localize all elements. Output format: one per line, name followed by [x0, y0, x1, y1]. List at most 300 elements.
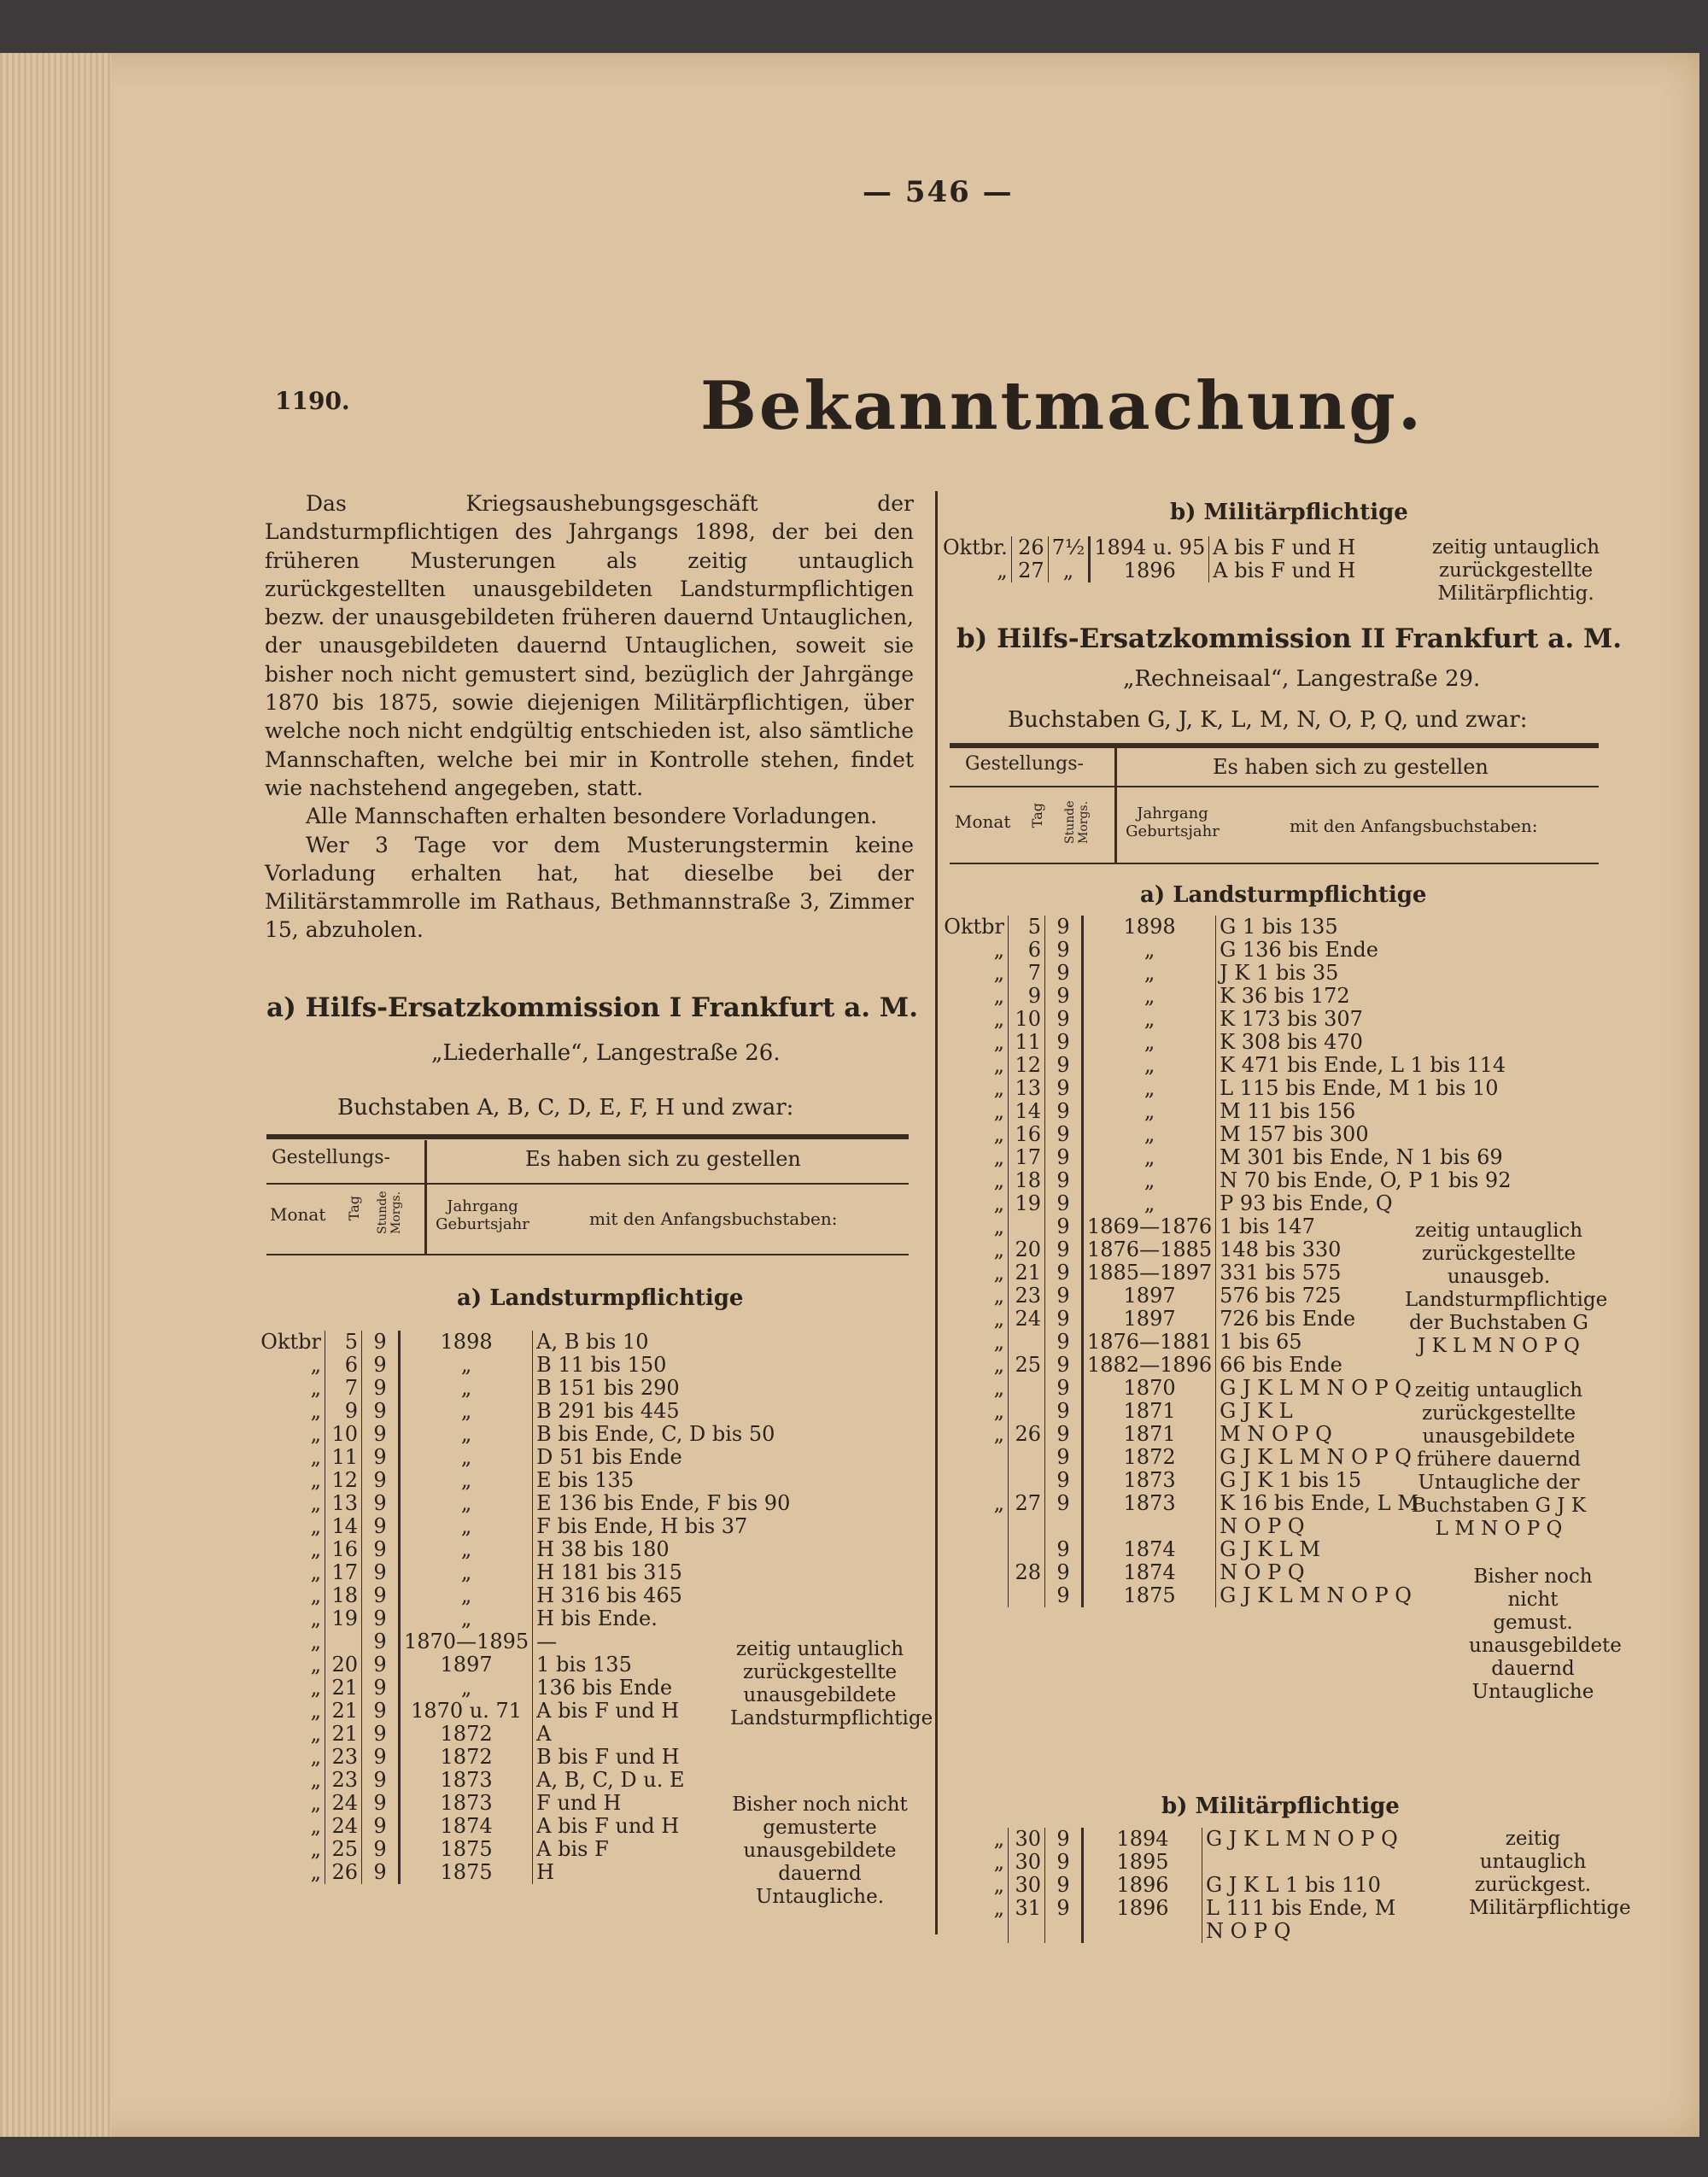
- cell-month: „: [993, 1422, 1004, 1446]
- cell-year: „: [1083, 1123, 1216, 1146]
- cell-hour: 9: [1056, 1376, 1070, 1400]
- cell-day: [325, 1630, 362, 1653]
- cell-month: „: [310, 1376, 321, 1400]
- cell-day: 27: [1009, 1492, 1045, 1515]
- cell-month: „: [310, 1768, 321, 1792]
- cell-hour: „: [1062, 559, 1074, 582]
- cell-month: Oktbr.: [943, 535, 1008, 559]
- cell-day: 21: [325, 1700, 362, 1723]
- cell-day: 24: [1009, 1308, 1045, 1331]
- cell-letters: G J K L M N O P Q: [1216, 1377, 1515, 1400]
- cell-month: [939, 1469, 1009, 1492]
- cell-letters: M 301 bis Ende, N 1 bis 69: [1216, 1146, 1515, 1169]
- cell-day: 11: [1009, 1031, 1045, 1054]
- cell-letters: B 291 bis 445: [533, 1400, 794, 1423]
- left-header-anfang: mit den Anfangsbuchstaben:: [589, 1208, 838, 1229]
- cell-month: „: [993, 1873, 1004, 1897]
- right-note-1: zeitig untauglich zurückgestellte unausgeb. Landsturmpflichtige der Buchstaben G J K L M N O P Q: [1405, 1220, 1608, 1357]
- cell-year: 1870 u. 71: [400, 1700, 533, 1723]
- table-row: [939, 939, 1514, 962]
- intro-paragraph: Das Kriegsaushebungsgeschäft der Landsturmpflichtigen des Jahrgangs 1898, der bei den früheren Musterungen als zeitig untauglich zurückgestellten unausgebildeten Landsturmpflichtigen bezw. der unausgebildeten früheren dauernd Untauglichen, der unausgebildeten dauernd Untauglichen, soweit sie bisher noch nicht gemustert sind, bezüglich der Jahrgänge 1870 bis 1875, sowie diejenigen Militärpflichtigen, über welche noch nicht endgültig entschieden ist, also sämtliche Mannschaften, welche bei mir in Kontrolle stehen, findet wie nachstehend angegeben, statt.: [265, 491, 914, 800]
- cell-year: 1897: [1083, 1285, 1216, 1308]
- table-row: [939, 916, 1514, 939]
- table-row: [256, 1815, 793, 1838]
- cell-year: 1898: [400, 1331, 533, 1354]
- cell-month: [939, 1515, 1009, 1538]
- cell-month: „: [310, 1814, 321, 1838]
- cell-year: „: [400, 1584, 533, 1607]
- right-section-b: b) Militärpflichtige: [1161, 1794, 1400, 1819]
- cell-letters: L 115 bis Ende, M 1 bis 10: [1216, 1077, 1515, 1100]
- cell-month: „: [310, 1353, 321, 1377]
- cell-year: „: [1083, 1100, 1216, 1123]
- right-top-note: zeitig untauglich zurückgestellte Militärpflichtig.: [1431, 536, 1600, 605]
- cell-hour: 9: [1056, 1353, 1070, 1377]
- cell-day: [1009, 1331, 1045, 1354]
- cell-letters: G J K L M N O P Q: [1202, 1828, 1401, 1851]
- cell-day: 5: [325, 1331, 362, 1354]
- cell-year: 1882—1896: [1083, 1354, 1216, 1377]
- table-row: [256, 1492, 793, 1515]
- cell-month: „: [310, 1676, 321, 1700]
- cell-hour: 9: [1056, 1896, 1070, 1920]
- cell-letters: E 136 bis Ende, F bis 90: [533, 1492, 794, 1515]
- cell-letters: G J K L M N O P Q: [1216, 1446, 1515, 1469]
- cell-year: 1898: [1083, 916, 1216, 939]
- cell-day: 24: [325, 1792, 362, 1815]
- cell-year: 1876—1885: [1083, 1238, 1216, 1261]
- cell-hour: 9: [1056, 961, 1070, 985]
- cell-letters: A bis F und H: [533, 1815, 794, 1838]
- cell-year: 1895: [1083, 1851, 1202, 1874]
- cell-year: 1896: [1083, 1874, 1202, 1897]
- table-row: [939, 1100, 1514, 1123]
- cell-hour: 9: [373, 1768, 387, 1792]
- cell-month: „: [310, 1445, 321, 1469]
- right-b-table: [939, 1828, 1401, 1943]
- cell-day: [1009, 1538, 1045, 1561]
- right-section-b-top: b) Militärpflichtige: [1170, 500, 1408, 525]
- cell-year: [1083, 1920, 1202, 1943]
- cell-year: 1871: [1083, 1400, 1216, 1423]
- cell-hour: 9: [1056, 938, 1070, 962]
- cell-letters: G J K L 1 bis 110: [1202, 1874, 1401, 1897]
- cell-month: „: [310, 1606, 321, 1630]
- cell-letters: —: [533, 1630, 794, 1653]
- cell-year: 1875: [400, 1838, 533, 1861]
- right-header-stunde: Stunde Morgs.: [1063, 800, 1091, 844]
- cell-letters: H: [533, 1861, 794, 1884]
- table-row: [939, 1169, 1514, 1192]
- table-row: [256, 1792, 793, 1815]
- cell-hour: 9: [1056, 1827, 1070, 1851]
- cell-day: [1009, 1215, 1045, 1238]
- cell-month: [939, 1561, 1009, 1584]
- cell-letters: N O P Q: [1216, 1561, 1515, 1584]
- cell-letters: K 36 bis 172: [1216, 985, 1515, 1008]
- cell-hour: 9: [1056, 984, 1070, 1008]
- cell-letters: 1 bis 65: [1216, 1331, 1515, 1354]
- left-note-1: zeitig untauglich zurückgestellte unausgebildete Landsturmpflichtige: [730, 1638, 933, 1729]
- cell-day: 16: [325, 1538, 362, 1561]
- cell-hour: 9: [1056, 1307, 1070, 1331]
- cell-month: „: [993, 1827, 1004, 1851]
- cell-month: „: [993, 1330, 1004, 1354]
- cell-letters: A bis F und H: [1209, 536, 1388, 559]
- cell-letters: B 151 bis 290: [533, 1377, 794, 1400]
- cell-letters: G J K L M: [1216, 1538, 1515, 1561]
- cell-hour: 9: [1056, 1122, 1070, 1146]
- cell-month: „: [310, 1537, 321, 1561]
- cell-month: „: [310, 1722, 321, 1746]
- cell-month: „: [993, 1261, 1004, 1285]
- cell-day: 25: [1009, 1354, 1045, 1377]
- cell-month: „: [310, 1491, 321, 1515]
- cell-hour: 9: [373, 1491, 387, 1515]
- cell-year: [1083, 1515, 1216, 1538]
- cell-day: 12: [1009, 1054, 1045, 1077]
- cell-letters: 136 bis Ende: [533, 1677, 794, 1700]
- table-row: [256, 1377, 793, 1400]
- intro-text: [265, 489, 914, 945]
- cell-letters: 331 bis 575: [1216, 1261, 1515, 1285]
- cell-year: „: [1083, 1146, 1216, 1169]
- table-row: [256, 1584, 793, 1607]
- cell-month: „: [993, 1491, 1004, 1515]
- table-row: [939, 1538, 1514, 1561]
- right-header-haben: Es haben sich zu gestellen: [1213, 755, 1489, 779]
- cell-letters: G 136 bis Ende: [1216, 939, 1515, 962]
- table-row: [256, 1838, 793, 1861]
- cell-year: 1870—1895: [400, 1630, 533, 1653]
- cell-year: 1873: [1083, 1469, 1216, 1492]
- cell-hour: 9: [373, 1745, 387, 1769]
- cell-year: 1873: [400, 1792, 533, 1815]
- cell-year: 1875: [1083, 1584, 1216, 1607]
- cell-hour: 9: [1056, 1007, 1070, 1031]
- cell-day: 28: [1009, 1561, 1045, 1584]
- notice-number: 1190.: [275, 387, 350, 415]
- page-number: — 546 —: [863, 175, 1014, 209]
- cell-day: 23: [325, 1769, 362, 1792]
- cell-hour: 9: [373, 1837, 387, 1861]
- cell-month: [939, 1538, 1009, 1561]
- cell-letters: 66 bis Ende: [1216, 1354, 1515, 1377]
- cell-hour: 9: [1056, 1191, 1070, 1215]
- cell-day: 19: [1009, 1192, 1045, 1215]
- cell-hour: 9: [1056, 1330, 1070, 1354]
- cell-day: 12: [325, 1469, 362, 1492]
- cell-hour: [1045, 1920, 1083, 1943]
- table-row: [939, 1920, 1401, 1943]
- cell-year: „: [1083, 1077, 1216, 1100]
- cell-hour: 9: [373, 1445, 387, 1469]
- left-header-bottom-rule: [266, 1254, 909, 1255]
- table-row: [939, 1561, 1514, 1584]
- cell-year: 1885—1897: [1083, 1261, 1216, 1285]
- cell-day: 18: [325, 1584, 362, 1607]
- cell-year: „: [1083, 1008, 1216, 1031]
- cell-month: „: [993, 1238, 1004, 1261]
- cell-day: 21: [325, 1677, 362, 1700]
- cell-hour: 9: [1056, 915, 1070, 939]
- left-heading: a) Hilfs-Ersatzkommission I Frankfurt a. M.: [266, 992, 918, 1023]
- left-header-gestellung: Gestellungs-: [272, 1147, 390, 1168]
- cell-letters: G J K L: [1216, 1400, 1515, 1423]
- cell-month: „: [310, 1837, 321, 1861]
- cell-letters: H 181 bis 315: [533, 1561, 794, 1584]
- cell-month: „: [993, 1284, 1004, 1308]
- table-row: [256, 1630, 793, 1653]
- table-row: [256, 1446, 793, 1469]
- cell-year: 1869—1876: [1083, 1215, 1216, 1238]
- cell-month: „: [993, 1122, 1004, 1146]
- cell-day: 6: [1009, 939, 1045, 962]
- cell-month: „: [993, 984, 1004, 1008]
- table-row: [939, 1077, 1514, 1100]
- cell-day: 30: [1009, 1874, 1045, 1897]
- cell-year: 1897: [400, 1653, 533, 1677]
- cell-letters: [1202, 1851, 1401, 1874]
- right-header-monat: Monat: [955, 811, 1011, 832]
- table-row: [256, 1607, 793, 1630]
- table-row: [256, 1700, 793, 1723]
- cell-day: 21: [325, 1723, 362, 1746]
- right-letters: Buchstaben G, J, K, L, M, N, O, P, Q, und zwar:: [1008, 707, 1528, 733]
- table-row: [939, 962, 1514, 985]
- cell-hour: [1045, 1515, 1083, 1538]
- right-table-top-rule: [950, 743, 1599, 748]
- left-header-jahrgang: Jahrgang Geburtsjahr: [436, 1197, 529, 1233]
- cell-year: „: [400, 1492, 533, 1515]
- cell-year: „: [1083, 1031, 1216, 1054]
- cell-month: „: [993, 1896, 1004, 1920]
- cell-month: „: [310, 1399, 321, 1423]
- cell-letters: L 111 bis Ende, M: [1202, 1897, 1401, 1920]
- cell-year: „: [1083, 1169, 1216, 1192]
- table-row: [256, 1677, 793, 1700]
- cell-letters: A bis F und H: [1209, 559, 1388, 582]
- cell-day: [1009, 1469, 1045, 1492]
- right-b-note: zeitig untauglich zurückgest. Militärpflichtige: [1469, 1828, 1631, 1919]
- cell-year: „: [400, 1400, 533, 1423]
- cell-day: 26: [1011, 536, 1048, 559]
- right-header-midrule: [950, 786, 1599, 787]
- table-row: [256, 1331, 793, 1354]
- cell-year: „: [1083, 1054, 1216, 1077]
- left-table-top-rule: [266, 1134, 909, 1139]
- table-row: [256, 1400, 793, 1423]
- right-top-table: [939, 536, 1387, 582]
- cell-year: 1873: [400, 1769, 533, 1792]
- cell-year: „: [400, 1423, 533, 1446]
- cell-letters: 148 bis 330: [1216, 1238, 1515, 1261]
- cell-month: „: [993, 1145, 1004, 1169]
- cell-hour: 9: [1056, 1238, 1070, 1261]
- cell-day: 5: [1009, 916, 1045, 939]
- cell-hour: 9: [1056, 1261, 1070, 1285]
- cell-year: 1871: [1083, 1423, 1216, 1446]
- page-title: Bekanntmachung.: [700, 367, 1424, 445]
- cell-day: 30: [1009, 1828, 1045, 1851]
- cell-letters: D 51 bis Ende: [533, 1446, 794, 1469]
- table-row: [939, 1851, 1401, 1874]
- cell-year: „: [400, 1354, 533, 1377]
- cell-hour: 9: [373, 1630, 387, 1653]
- cell-month: „: [997, 559, 1008, 582]
- cell-day: 19: [325, 1607, 362, 1630]
- cell-hour: 9: [1056, 1422, 1070, 1446]
- cell-hour: 9: [373, 1860, 387, 1884]
- cell-year: 1872: [1083, 1446, 1216, 1469]
- cell-month: „: [310, 1422, 321, 1446]
- cell-month: „: [310, 1583, 321, 1607]
- cell-day: 17: [325, 1561, 362, 1584]
- right-header-bottom-rule: [950, 863, 1599, 864]
- table-row: [939, 1584, 1514, 1607]
- cell-hour: 9: [1056, 1850, 1070, 1874]
- cell-letters: F bis Ende, H bis 37: [533, 1515, 794, 1538]
- right-heading: b) Hilfs-Ersatzkommission II Frankfurt a. M.: [956, 623, 1623, 654]
- cell-hour: 9: [1056, 1053, 1070, 1077]
- cell-day: 20: [325, 1653, 362, 1677]
- cell-day: 11: [325, 1446, 362, 1469]
- cell-hour: 9: [373, 1560, 387, 1584]
- cell-year: 1894 u. 95: [1090, 536, 1209, 559]
- cell-hour: 9: [1056, 1537, 1070, 1561]
- table-row: [256, 1769, 793, 1792]
- left-header-tag: Tag: [346, 1196, 362, 1221]
- cell-hour: 9: [373, 1514, 387, 1538]
- cell-letters: F und H: [533, 1792, 794, 1815]
- cell-letters: B bis Ende, C, D bis 50: [533, 1423, 794, 1446]
- cell-month: „: [310, 1699, 321, 1723]
- cell-hour: 9: [1056, 1468, 1070, 1492]
- table-row: [939, 1031, 1514, 1054]
- cell-day: 30: [1009, 1851, 1045, 1874]
- cell-letters: A bis F: [533, 1838, 794, 1861]
- cell-day: 26: [1009, 1423, 1045, 1446]
- table-row: [939, 985, 1514, 1008]
- cell-month: „: [310, 1514, 321, 1538]
- right-note-2: zeitig untauglich zurückgestellte unausgebildete frühere dauernd Untaugliche der Buchstaben G J K L M N O P Q: [1411, 1379, 1587, 1540]
- cell-year: 1874: [1083, 1561, 1216, 1584]
- table-row: [256, 1561, 793, 1584]
- cell-hour: 9: [373, 1583, 387, 1607]
- cell-day: 23: [1009, 1285, 1045, 1308]
- cell-day: 10: [1009, 1008, 1045, 1031]
- cell-hour: 9: [1056, 1560, 1070, 1584]
- cell-hour: 9: [373, 1653, 387, 1677]
- cell-letters: H 38 bis 180: [533, 1538, 794, 1561]
- left-header-haben: Es haben sich zu gestellen: [525, 1147, 801, 1171]
- cell-hour: 9: [1056, 1099, 1070, 1123]
- cell-month: „: [993, 1030, 1004, 1054]
- cell-year: 1896: [1090, 559, 1209, 582]
- cell-letters: H bis Ende.: [533, 1607, 794, 1630]
- table-row: [256, 1861, 793, 1884]
- cell-year: 1872: [400, 1723, 533, 1746]
- cell-month: „: [993, 1214, 1004, 1238]
- cell-letters: E bis 135: [533, 1469, 794, 1492]
- cell-month: „: [310, 1745, 321, 1769]
- cell-hour: 9: [373, 1699, 387, 1723]
- cell-letters: B bis F und H: [533, 1746, 794, 1769]
- cell-hour: 9: [373, 1791, 387, 1815]
- cell-day: 24: [325, 1815, 362, 1838]
- cell-year: „: [400, 1446, 533, 1469]
- right-header-tag: Tag: [1029, 803, 1045, 828]
- table-row: [939, 1008, 1514, 1031]
- cell-year: „: [1083, 939, 1216, 962]
- cell-letters: N 70 bis Ende, O, P 1 bis 92: [1216, 1169, 1515, 1192]
- cell-letters: K 16 bis Ende, L M: [1216, 1492, 1515, 1515]
- cell-day: 27: [1011, 559, 1048, 582]
- cell-year: „: [400, 1515, 533, 1538]
- cell-letters: H 316 bis 465: [533, 1584, 794, 1607]
- cell-month: „: [993, 1053, 1004, 1077]
- cell-hour: 9: [373, 1330, 387, 1354]
- cell-month: [939, 1446, 1009, 1469]
- cell-month: „: [993, 961, 1004, 985]
- left-header-midrule: [266, 1183, 909, 1185]
- cell-month: „: [993, 1007, 1004, 1031]
- cell-letters: K 308 bis 470: [1216, 1031, 1515, 1054]
- table-row: [939, 1054, 1514, 1077]
- table-row: [939, 536, 1387, 559]
- cell-hour: 9: [1056, 1399, 1070, 1423]
- cell-hour: 9: [1056, 1491, 1070, 1515]
- cell-year: „: [400, 1538, 533, 1561]
- cell-month: [939, 1584, 1009, 1607]
- table-row: [939, 559, 1387, 582]
- left-header-monat: Monat: [270, 1204, 326, 1225]
- cell-day: 14: [325, 1515, 362, 1538]
- cell-year: 1896: [1083, 1897, 1202, 1920]
- cell-month: Oktbr: [260, 1330, 321, 1354]
- table-row: [939, 1146, 1514, 1169]
- cell-month: „: [310, 1560, 321, 1584]
- table-row: [256, 1723, 793, 1746]
- table-row: [256, 1538, 793, 1561]
- left-section-a: a) Landsturmpflichtige: [457, 1285, 744, 1311]
- cell-day: 25: [325, 1838, 362, 1861]
- cell-year: „: [1083, 962, 1216, 985]
- cell-year: 1872: [400, 1746, 533, 1769]
- cell-month: „: [310, 1860, 321, 1884]
- left-header-stunde: Stunde Morgs.: [376, 1191, 403, 1235]
- table-row: [256, 1653, 793, 1677]
- cell-letters: 1 bis 147: [1216, 1215, 1515, 1238]
- cell-day: 31: [1009, 1897, 1045, 1920]
- cell-letters: B 11 bis 150: [533, 1354, 794, 1377]
- cell-month: „: [310, 1791, 321, 1815]
- cell-letters: G 1 bis 135: [1216, 916, 1515, 939]
- cell-letters: 726 bis Ende: [1216, 1308, 1515, 1331]
- cell-letters: P 93 bis Ende, Q: [1216, 1192, 1515, 1215]
- cell-hour: 9: [1056, 1076, 1070, 1100]
- cell-letters: J K 1 bis 35: [1216, 962, 1515, 985]
- cell-month: „: [993, 938, 1004, 962]
- table-row: [256, 1354, 793, 1377]
- book-spine-edge: [0, 53, 111, 2137]
- cell-year: 1894: [1083, 1828, 1202, 1851]
- cell-year: „: [400, 1607, 533, 1630]
- table-row: [256, 1746, 793, 1769]
- cell-letters: A bis F und H: [533, 1700, 794, 1723]
- cell-hour: 9: [373, 1814, 387, 1838]
- left-letters: Buchstaben A, B, C, D, E, F, H und zwar:: [337, 1095, 794, 1121]
